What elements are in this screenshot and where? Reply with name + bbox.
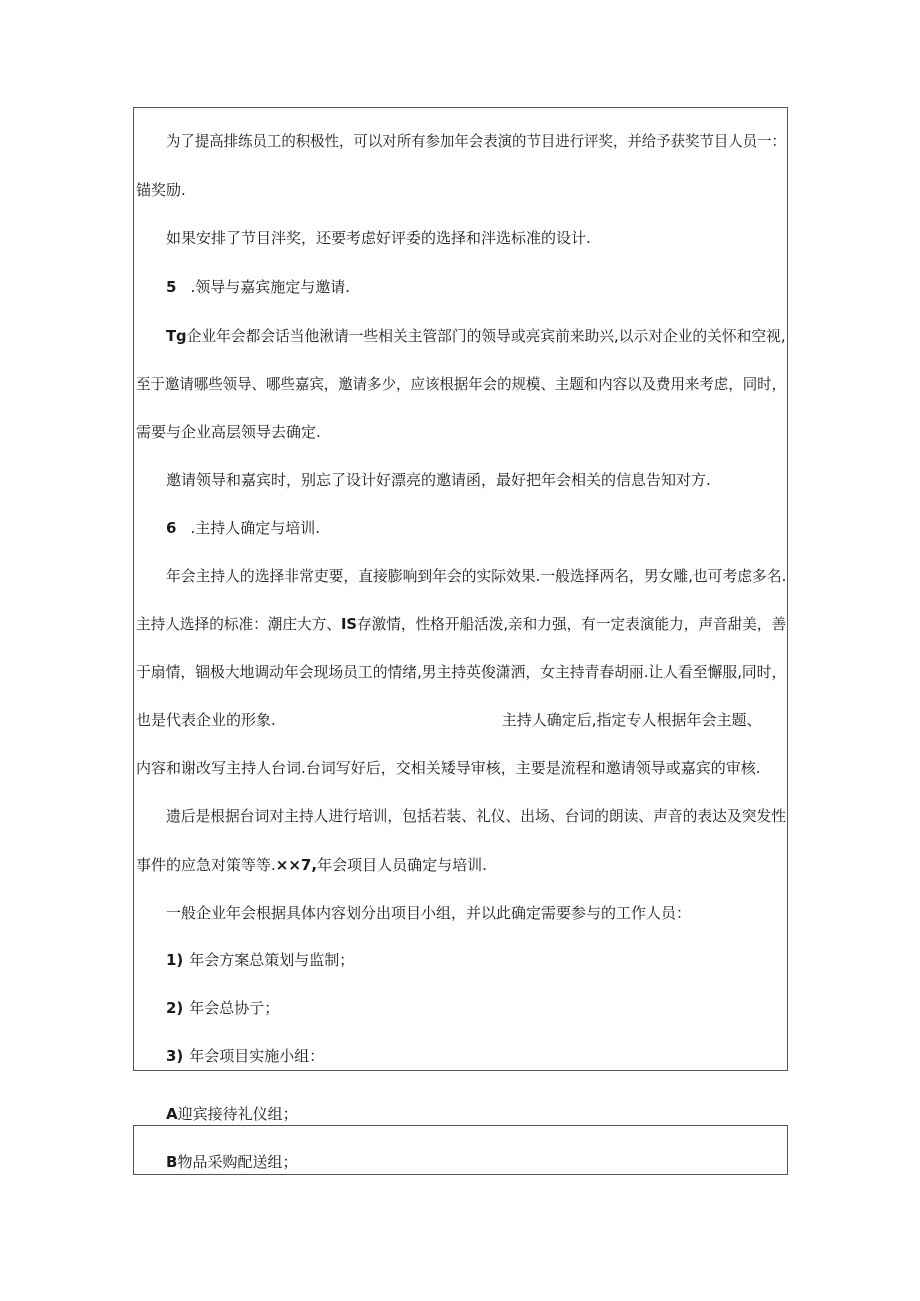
paragraph-line: 一般企业年会根据具体内容划分出项目小组，并以此确定需要参与的工作人员：: [166, 904, 692, 922]
paragraph-text: 事件的应急对策等等.: [136, 856, 276, 874]
list-item: [166, 1046, 324, 1066]
list-marker: 3): [166, 1047, 184, 1065]
paragraph-line: [136, 614, 786, 634]
section-number: 5: [166, 278, 177, 296]
paragraph-line: 内容和谢改写主持人台词.台词写好后，交相关矮导审核，主要是流程和邀请领导或嘉宾的审核.: [136, 759, 761, 777]
paragraph-line: 邀请领导和嘉宾时，别忘了设计好漂亮的邀请函，最好把年会相关的信息告知对方.: [166, 471, 711, 489]
list-item: [166, 950, 354, 970]
paragraph-line: [136, 710, 762, 730]
section-title: .领导与嘉宾施定与邀请.: [190, 278, 350, 296]
section-number: ××7,: [275, 856, 318, 874]
section-number: 6: [166, 519, 177, 537]
paragraph-text: 主持人选择的标准：潮庄大方、: [136, 615, 341, 633]
paragraph-line: [136, 855, 487, 875]
paragraph-lead: Tg: [166, 327, 187, 345]
list-item-text: 物品采购配送组；: [177, 1153, 298, 1171]
list-marker: A: [166, 1105, 178, 1123]
paragraph-line: 需要与企业高层领导去确定.: [136, 423, 321, 441]
paragraph-line: [166, 326, 786, 346]
paragraph-line: 如果安排了节目泮奖，还要考虑好评委的选择和泮选标准的设计.: [166, 229, 591, 247]
paragraph-inline-bold: IS: [340, 615, 357, 633]
paragraph-text: 企业年会都会话当他湫请一些相关主管部门的领导或亮宾前来助兴,以示对企业的关怀和空视,: [186, 327, 786, 345]
paragraph-text: 存激情，性格开船活泼,亲和力强，有一定表演能力，声音甜美，善: [356, 615, 787, 633]
section-title: .主持人确定与培训.: [190, 519, 320, 537]
paragraph-line: 于扇情，锢极大地调动年会现场员工的情绪,男主持英俊潇洒，女主持青春胡丽.让人看至懈服,同时，: [136, 663, 787, 681]
list-item: [166, 998, 279, 1018]
list-marker: B: [166, 1153, 178, 1171]
paragraph-line: 锚奖励.: [136, 181, 186, 199]
list-item-text: 年会项目实施小组：: [189, 1047, 325, 1065]
paragraph-text: 也是代表企业的形象.: [136, 711, 276, 729]
list-marker: 2): [166, 999, 184, 1017]
list-item-text: 年会总协亍；: [189, 999, 280, 1017]
paragraph-line: 年会主持人的选择非常吏要，直接膨响到年会的实际效果.一般选择两名，男女雕,也可考虑多名.: [166, 567, 787, 585]
list-item-text: 年会方案总策划与监制；: [189, 951, 355, 969]
paragraph-line: 遗后是根据台词对主持人进行培训，包括若装、礼仪、出场、台词的朗读、声音的表达及突发性: [166, 807, 786, 825]
sub-list-item: [166, 1104, 298, 1124]
paragraph-line: 为了提高排练员工的积极性，可以对所有参加年会表演的节目进行评奖，并给予获奖节目人员一：: [166, 132, 786, 150]
section-heading: [166, 518, 320, 538]
sub-list-item: [166, 1152, 297, 1172]
list-marker: 1): [166, 951, 184, 969]
paragraph-line: 至于邀请哪些领导、哪些嘉宾，邀请多少，应该根据年会的规模、主题和内容以及费用来考虑，同时，: [136, 375, 787, 393]
content-frame: [133, 107, 788, 1071]
section-title: 年会项目人员确定与培训.: [317, 856, 487, 874]
paragraph-text: 主持人确定后,指定专人根据年会主题、: [501, 711, 762, 729]
section-heading: [166, 277, 350, 297]
list-item-text: 迎宾接待礼仪组；: [177, 1105, 298, 1123]
